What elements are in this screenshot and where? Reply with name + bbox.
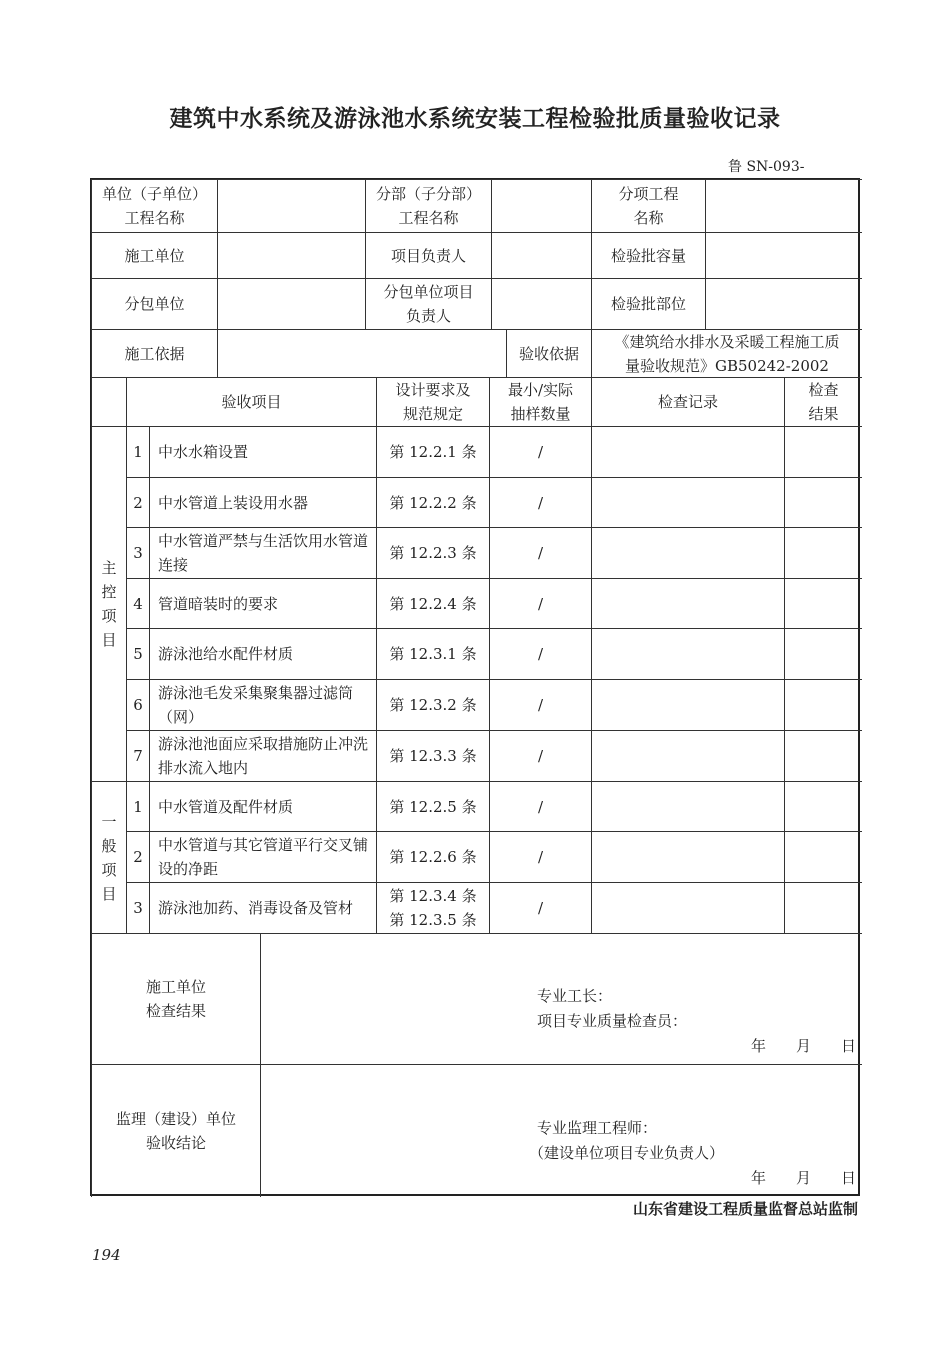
sub-item-project-field[interactable] — [705, 179, 862, 232]
main-item-clause: 第 12.2.3 条 — [376, 527, 489, 578]
main-item-no: 1 — [126, 426, 149, 477]
batch-capacity-field[interactable] — [705, 232, 862, 278]
unit-project-name-field[interactable] — [217, 179, 365, 232]
main-item-clause: 第 12.3.2 条 — [376, 679, 489, 730]
general-item-clause: 第 12.3.4 条 第 12.3.5 条 — [376, 882, 489, 933]
main-item-result[interactable] — [784, 578, 862, 628]
main-item-clause: 第 12.2.1 条 — [376, 426, 489, 477]
batch-capacity-label: 检验批容量 — [591, 232, 705, 278]
sub-division-name-label: 分部（子分部） 工程名称 — [365, 179, 491, 232]
main-item-no: 2 — [126, 477, 149, 527]
main-item-no: 4 — [126, 578, 149, 628]
owner-representative-label: （建设单位项目专业负责人） — [529, 1144, 725, 1162]
sub-item-project-label: 分项工程 名称 — [591, 179, 705, 232]
general-item-sample: / — [489, 831, 591, 882]
unit-project-name-label: 单位（子单位） 工程名称 — [91, 179, 217, 232]
main-item-record[interactable] — [591, 426, 784, 477]
footer-issuer: 山东省建设工程质量监督总站监制 — [632, 1200, 858, 1218]
main-item-no: 5 — [126, 628, 149, 679]
general-item-record[interactable] — [591, 882, 784, 933]
general-item-result[interactable] — [784, 781, 862, 831]
general-item-no: 1 — [126, 781, 149, 831]
main-item-sample: / — [489, 679, 591, 730]
main-item-record[interactable] — [591, 730, 784, 781]
main-item-clause: 第 12.2.4 条 — [376, 578, 489, 628]
general-item-name: 中水管道与其它管道平行交叉铺设的净距 — [149, 831, 376, 882]
main-item-sample: / — [489, 426, 591, 477]
construction-unit-label: 施工单位 — [91, 232, 217, 278]
batch-location-label: 检验批部位 — [591, 278, 705, 329]
main-item-sample: / — [489, 730, 591, 781]
main-item-clause: 第 12.3.3 条 — [376, 730, 489, 781]
project-manager-label: 项目负责人 — [365, 232, 491, 278]
main-item-result[interactable] — [784, 527, 862, 578]
main-item-result[interactable] — [784, 477, 862, 527]
supervision-date: 年 月 日 — [751, 1169, 857, 1187]
main-item-record[interactable] — [591, 527, 784, 578]
subcontract-manager-field[interactable] — [491, 278, 591, 329]
general-item-record[interactable] — [591, 831, 784, 882]
general-item-result[interactable] — [784, 831, 862, 882]
construction-unit-field[interactable] — [217, 232, 365, 278]
main-item-sample: / — [489, 578, 591, 628]
construction-date: 年 月 日 — [751, 1037, 857, 1055]
general-group-label: 一 般 项 目 — [91, 781, 126, 933]
main-item-name: 游泳池毛发采集聚集器过滤筒（网） — [149, 679, 376, 730]
general-item-no: 2 — [126, 831, 149, 882]
subcontract-unit-field[interactable] — [217, 278, 365, 329]
construction-basis-label: 施工依据 — [91, 329, 217, 377]
main-item-result[interactable] — [784, 730, 862, 781]
main-item-name: 游泳池给水配件材质 — [149, 628, 376, 679]
main-item-no: 6 — [126, 679, 149, 730]
main-item-name: 游泳池池面应采取措施防止冲洗排水流入地内 — [149, 730, 376, 781]
column-record-header: 检查记录 — [591, 377, 784, 426]
subcontract-unit-label: 分包单位 — [91, 278, 217, 329]
main-item-record[interactable] — [591, 628, 784, 679]
main-item-name: 中水管道严禁与生活饮用水管道连接 — [149, 527, 376, 578]
main-item-clause: 第 12.2.2 条 — [376, 477, 489, 527]
column-design-req-header: 设计要求及 规范规定 — [376, 377, 489, 426]
inspection-form-table — [90, 178, 860, 1196]
main-item-sample: / — [489, 527, 591, 578]
form-code: 鲁 SN-093- — [728, 159, 805, 175]
main-item-result[interactable] — [784, 628, 862, 679]
main-item-name: 中水水箱设置 — [149, 426, 376, 477]
general-item-clause: 第 12.2.6 条 — [376, 831, 489, 882]
page-title: 建筑中水系统及游泳池水系统安装工程检验批质量验收记录 — [169, 106, 781, 132]
main-item-sample: / — [489, 628, 591, 679]
page-number: 194 — [92, 1246, 121, 1264]
main-item-name: 中水管道上装设用水器 — [149, 477, 376, 527]
quality-inspector-label: 项目专业质量检查员： — [537, 1012, 688, 1030]
main-item-record[interactable] — [591, 477, 784, 527]
general-item-no: 3 — [126, 882, 149, 933]
supervision-engineer-label: 专业监理工程师： — [537, 1119, 658, 1137]
subcontract-manager-label: 分包单位项目 负责人 — [365, 278, 491, 329]
general-item-record[interactable] — [591, 781, 784, 831]
general-item-name: 游泳池加药、消毒设备及管材 — [149, 882, 376, 933]
main-item-record[interactable] — [591, 578, 784, 628]
acceptance-standard: 《建筑给水排水及采暖工程施工质 量验收规范》GB50242-2002 — [591, 329, 862, 377]
main-item-no: 7 — [126, 730, 149, 781]
general-item-name: 中水管道及配件材质 — [149, 781, 376, 831]
main-item-sample: / — [489, 477, 591, 527]
main-item-name: 管道暗装时的要求 — [149, 578, 376, 628]
construction-basis-field[interactable] — [217, 329, 506, 377]
column-result-header: 检查 结果 — [784, 377, 862, 426]
column-sample-header: 最小/实际 抽样数量 — [489, 377, 591, 426]
project-manager-field[interactable] — [491, 232, 591, 278]
column-item-header: 验收项目 — [126, 377, 376, 426]
main-item-no: 3 — [126, 527, 149, 578]
main-item-result[interactable] — [784, 679, 862, 730]
general-item-sample: / — [489, 781, 591, 831]
general-item-sample: / — [489, 882, 591, 933]
general-item-result[interactable] — [784, 882, 862, 933]
construction-check-label: 施工单位 检查结果 — [91, 933, 260, 1064]
group-header-blank — [91, 377, 126, 426]
foreman-label: 专业工长： — [537, 987, 613, 1005]
main-item-record[interactable] — [591, 679, 784, 730]
acceptance-basis-label: 验收依据 — [506, 329, 591, 377]
main-item-clause: 第 12.3.1 条 — [376, 628, 489, 679]
main-item-result[interactable] — [784, 426, 862, 477]
general-item-clause: 第 12.2.5 条 — [376, 781, 489, 831]
sub-division-name-field[interactable] — [491, 179, 591, 232]
main-control-group-label: 主 控 项 目 — [91, 426, 126, 781]
supervision-check-label: 监理（建设）单位 验收结论 — [91, 1064, 260, 1197]
batch-location-field[interactable] — [705, 278, 862, 329]
